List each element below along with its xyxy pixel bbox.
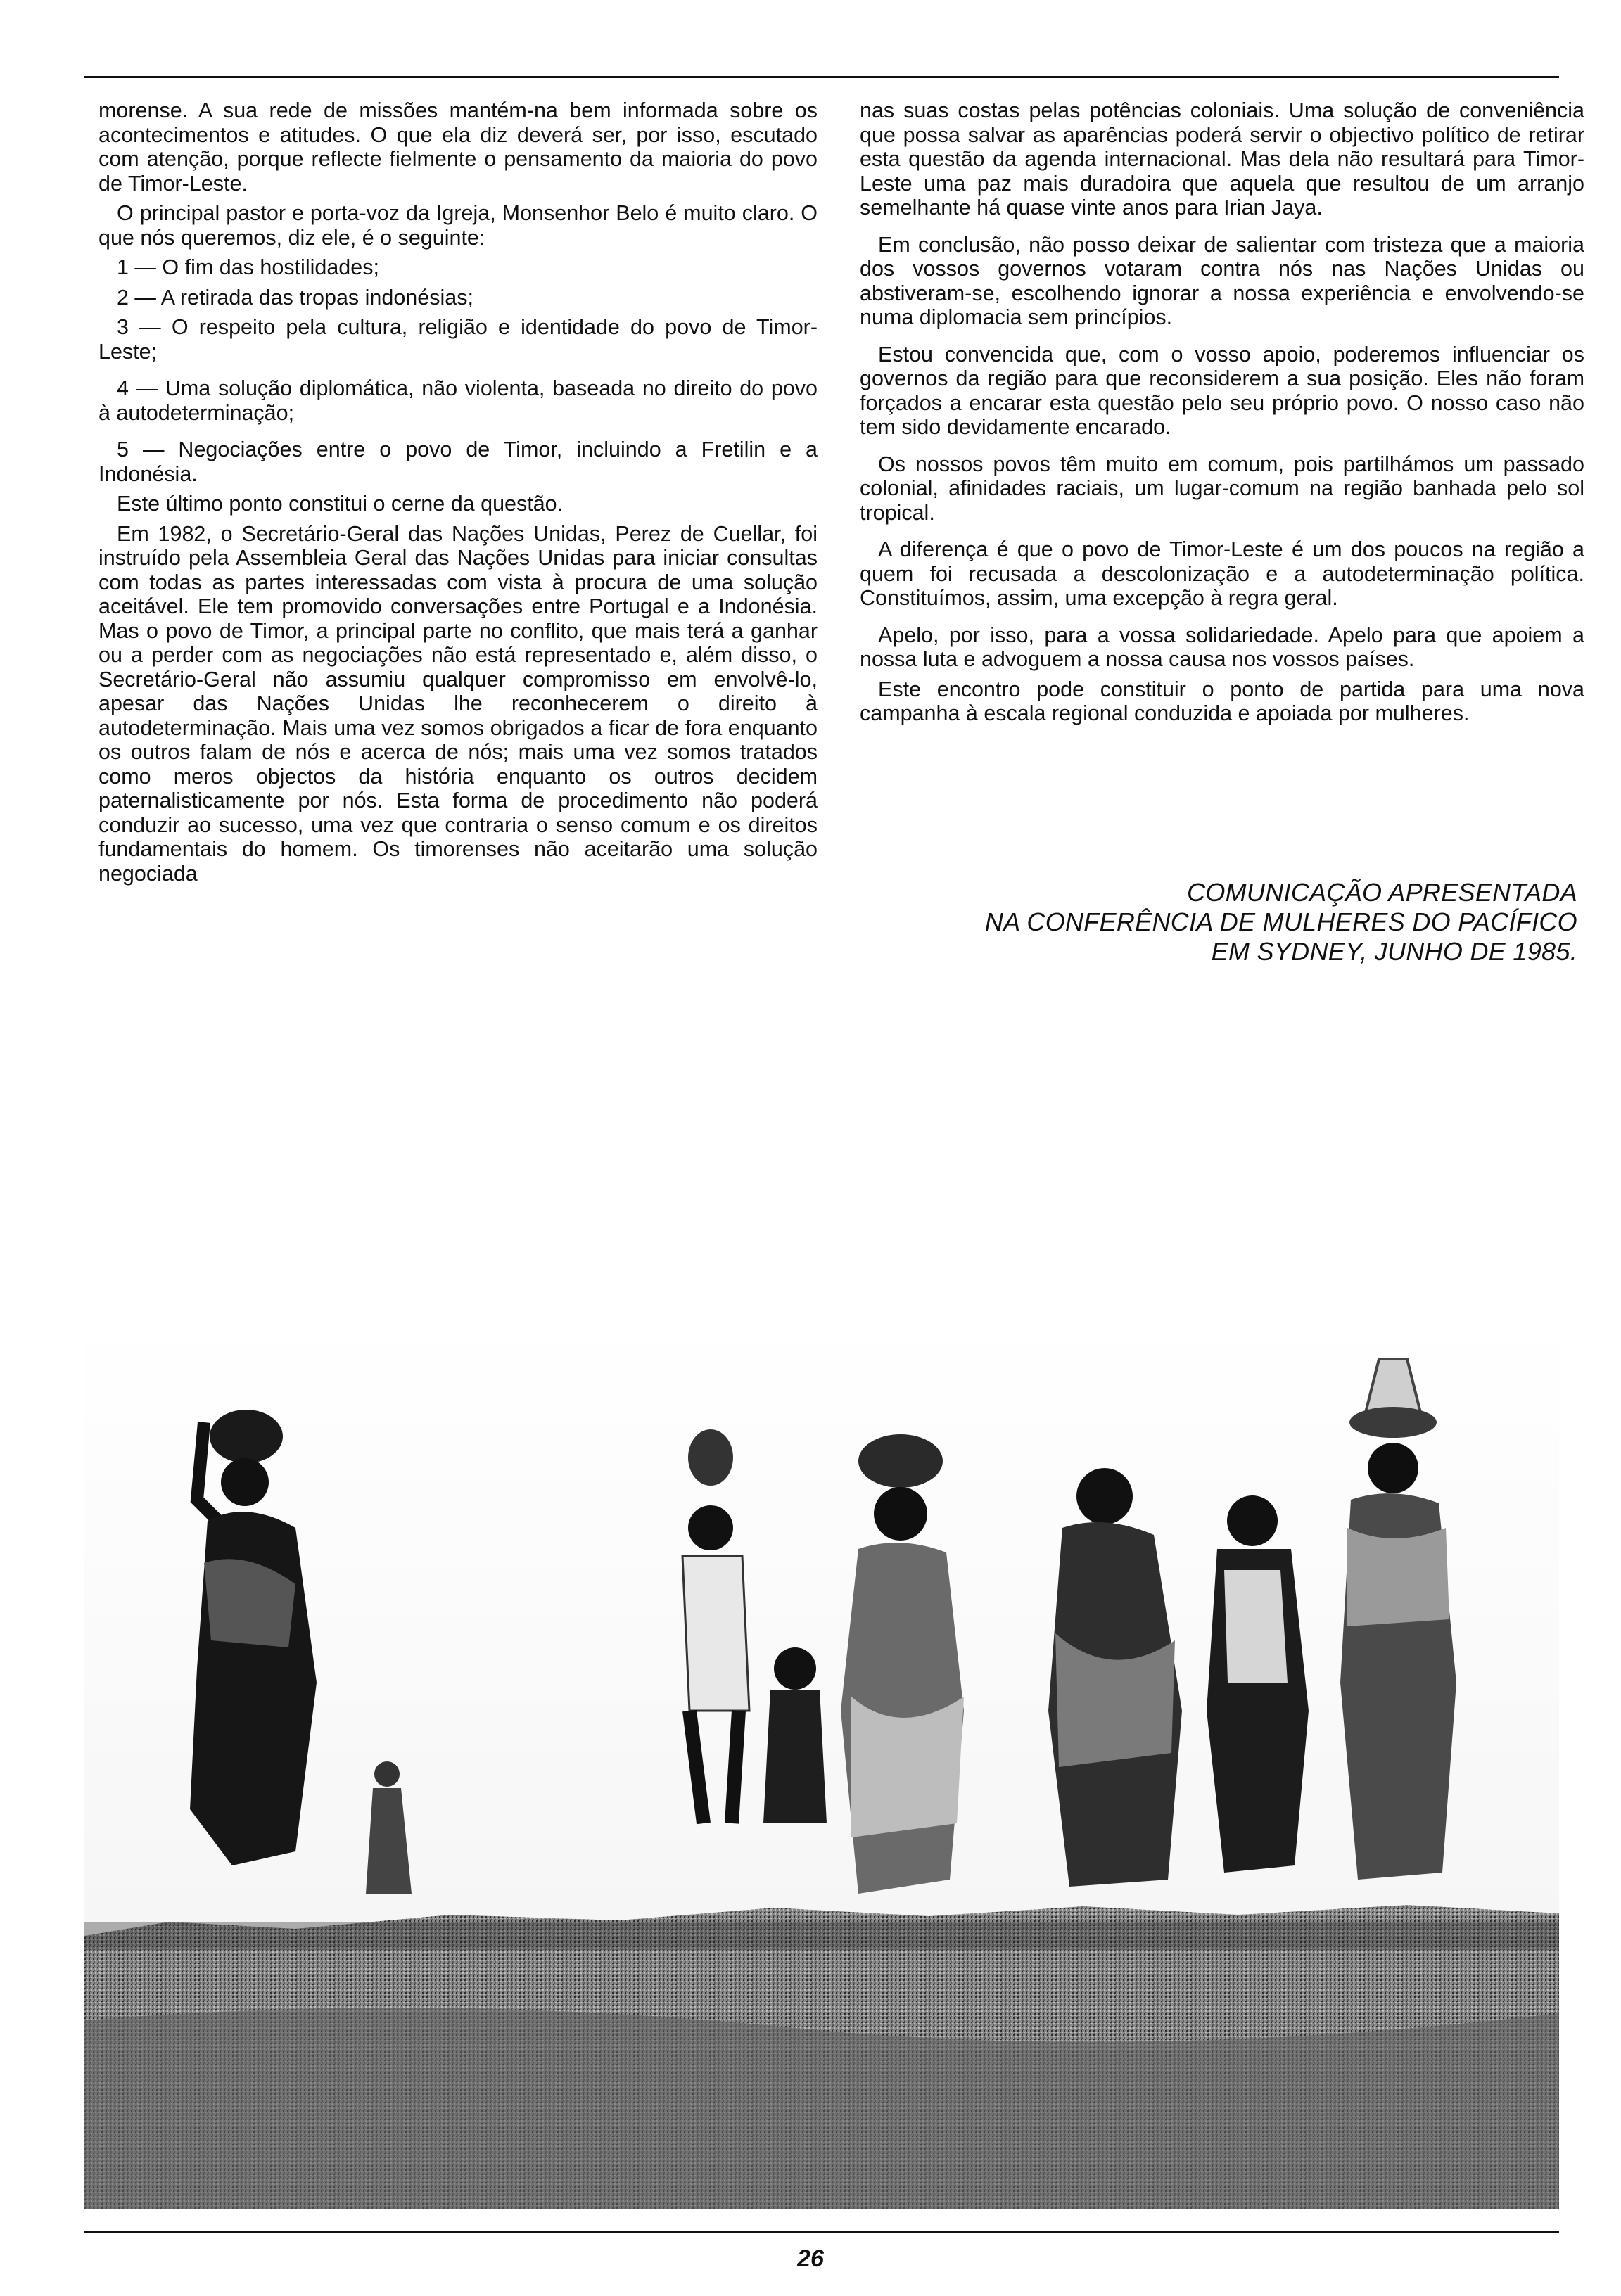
list-item: 3 — O respeito pela cultura, religião e identidade do povo de Timor-Leste; (98, 315, 818, 364)
paragraph: O principal pastor e porta-voz da Igreja, Monsenhor Belo é muito claro. O que nós queremos, diz ele, é o seguinte: (98, 201, 818, 250)
paragraph: Este último ponto constitui o cerne da questão. (117, 492, 564, 516)
photo-women-carrying-loads (84, 1317, 1559, 2209)
list-item: 2 — A retirada das tropas indonésias; (117, 285, 473, 310)
list-item: 1 — O fim das hostilidades; (117, 255, 379, 279)
presentation-credit (865, 878, 1577, 967)
paragraph: Estou convencida que, com o vosso apoio, poderemos influenciar os governos da região para que reconsiderem a sua posição. Eles não foram forçados a encarar esta questão pelo seu próprio povo. O nosso caso não tem sido devidamente encarado. (860, 342, 1584, 439)
paragraph: nas suas costas pelas potências coloniais. Uma solução de conveniência que possa salvar as aparências poderá servir o objectivo político de retirar esta questão da agenda internacional. Mas dela não resultará para Timor-Leste uma paz mais duradoira que aquela que resultou de um arranjo semelhante há quase vinte anos para Irian Jaya. (860, 98, 1584, 219)
credit-line: COMUNICAÇÃO APRESENTADA (1187, 878, 1577, 907)
left-text-column (98, 98, 818, 886)
right-text-column (860, 98, 1584, 726)
paragraph: Em 1982, o Secretário-Geral das Nações Unidas, Perez de Cuellar, foi instruído pela Assembleia Geral das Nações Unidas para iniciar consultas com todas as partes interessadas com vista à procura de uma solução aceitável. Ele tem promovido conversações entre Portugal e a Indonésia. Mas o povo de Timor, a principal parte no conflito, que mais terá a ganhar ou a perder com as negociações não está representado e, além disso, o Secretário-Geral não assumiu qualquer compromisso em envolvê-lo, apesar das Nações Unidas lhe reconhecerem o direito à autodeterminação. Mais uma vez somos obrigados a ficar de fora enquanto os outros falam de nós e acerca de nós; mais uma vez somos tratados como meros objectos da história enquanto os outros decidem paternalisticamente por nós. Esta forma de procedimento não poderá conduzir ao sucesso, uma vez que contraria o senso comum e os direitos fundamentais do homem. Os timorenses não aceitarão uma solução negociada (98, 521, 818, 886)
paragraph: morense. A sua rede de missões mantém-na bem informada sobre os acontecimentos e atitudes. O que ela diz deverá ser, por isso, escutado com atenção, porque reflecte fielmente o pensamento da maioria do povo de Timor-Leste. (98, 98, 818, 196)
list-item: 5 — Negociações entre o povo de Timor, incluindo a Fretilin e a Indonésia. (98, 438, 818, 486)
page-number: 26 (797, 2245, 824, 2272)
top-rule (84, 76, 1559, 78)
list-item: 4 — Uma solução diplomática, não violenta, baseada no direito do povo à autodeterminação; (98, 376, 818, 425)
paragraph: Apelo, por isso, para a vossa solidariedade. Apelo para que apoiem a nossa luta e advoguem a nossa causa nos vossos países. (860, 623, 1584, 671)
paragraph: A diferença é que o povo de Timor-Leste é um dos poucos na região a quem foi recusada a descolonização e a autodeterminação política. Constituímos, assim, uma excepção à regra geral. (860, 537, 1584, 610)
paragraph: Em conclusão, não posso deixar de salientar com tristeza que a maioria dos vossos governos votaram contra nós nas Nações Unidas ou abstiveram-se, escolhendo ignorar a nossa experiência e envolvendo-se numa diplomacia sem princípios. (860, 232, 1584, 329)
paragraph: Os nossos povos têm muito em comum, pois partilhámos um passado colonial, afinidades raciais, um lugar-comum na região banhada pelo sol tropical. (860, 452, 1584, 525)
credit-line: EM SYDNEY, JUNHO DE 1985. (1211, 937, 1577, 966)
bottom-rule (84, 2231, 1559, 2233)
credit-line: NA CONFERÊNCIA DE MULHERES DO PACÍFICO (984, 907, 1577, 936)
paragraph: Este encontro pode constituir o ponto de partida para uma nova campanha à escala regional conduzida e apoiada por mulheres. (860, 677, 1584, 725)
